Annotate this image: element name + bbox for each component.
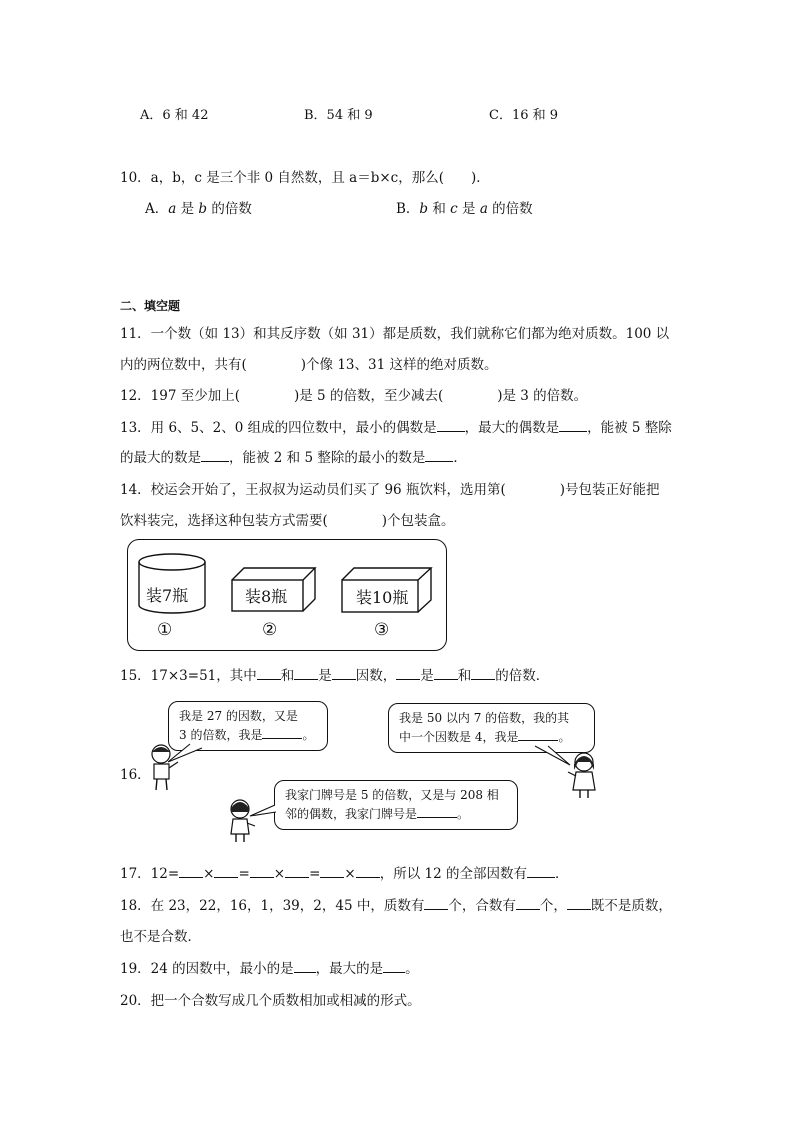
package-num-3: ③ [374, 620, 390, 640]
speech-bubble-3: 我家门牌号是 5 的倍数，又是与 208 相 邻的偶数，我家门牌号是 。 [274, 780, 518, 830]
package-num-1: ① [157, 620, 173, 640]
q18-line1: 18．在 23，22，16，1，39，2，45 中，质数有 个，合数有 个， 既不是质数， [120, 898, 672, 914]
q9-option-a: A．6 和 42 [140, 108, 209, 123]
speech-bubble-1: 我是 27 的因数，又是 3 的倍数，我是 。 [168, 701, 328, 751]
q13-line2: 的最大的数是 ，能被 2 和 5 整除的最小的数是 ． [120, 450, 467, 466]
q10-option-a: A．a 是 b 的倍数 [145, 201, 252, 217]
q11-line2: 内的两位数中，共有( )个像 13、31 这样的绝对质数。 [120, 357, 498, 373]
q17-text: 17．12= × = × = × ，所以 12 的全部因数有 ． [120, 866, 569, 882]
package-label-3: 装10瓶 [356, 588, 409, 607]
q11-line1: 11．一个数（如 13）和其反序数（如 31）都是质数，我们就称它们都为绝对质数。100 以 [120, 326, 670, 342]
q20-text: 20．把一个合数写成几个质数相加或相减的形式。 [120, 993, 421, 1009]
girl-figure [566, 750, 602, 800]
q14-line1: 14．校运会开始了，王叔叔为运动员们买了 96 瓶饮料，选用第( )号包装正好能把 [120, 482, 660, 498]
q10-stem: 10．a，b，c 是三个非 0 自然数，且 a＝b×c，那么( )． [120, 170, 490, 186]
q19-text: 19．24 的因数中，最小的是 ，最大的是 。 [120, 961, 419, 977]
q12-text: 12．197 至少加上( )是 5 的倍数，至少减去( )是 3 的倍数。 [120, 388, 588, 404]
q9-option-b: B．54 和 9 [304, 108, 373, 123]
bubble-tails [150, 730, 610, 820]
q14-line2: 饮料装完，选择这种包装方式需要( )个包装盒。 [120, 513, 455, 529]
package-label-2: 装8瓶 [245, 587, 288, 606]
q10-option-b: B．b 和 c 是 a 的倍数 [396, 201, 533, 217]
speech-bubble-2: 我是 50 以内 7 的倍数，我的其 中一个因数是 4，我是 。 [388, 703, 595, 753]
child-figure [224, 798, 260, 844]
q9-option-c: C．16 和 9 [489, 108, 559, 123]
package-num-2: ② [262, 620, 278, 640]
q13-line1: 13．用 6、5、2、0 组成的四位数中，最小的偶数是 ，最大的偶数是 ，能被 5 整除 [120, 420, 672, 436]
section-title: 二、填空题 [120, 299, 181, 313]
package-label-1: 装7瓶 [146, 586, 189, 605]
q18-line2: 也不是合数． [120, 929, 201, 945]
q16-number: 16． [120, 767, 151, 783]
q15-text: 15．17×3=51，其中 和 是 因数， 是 和 的倍数． [120, 668, 550, 684]
boy-figure [146, 742, 182, 792]
